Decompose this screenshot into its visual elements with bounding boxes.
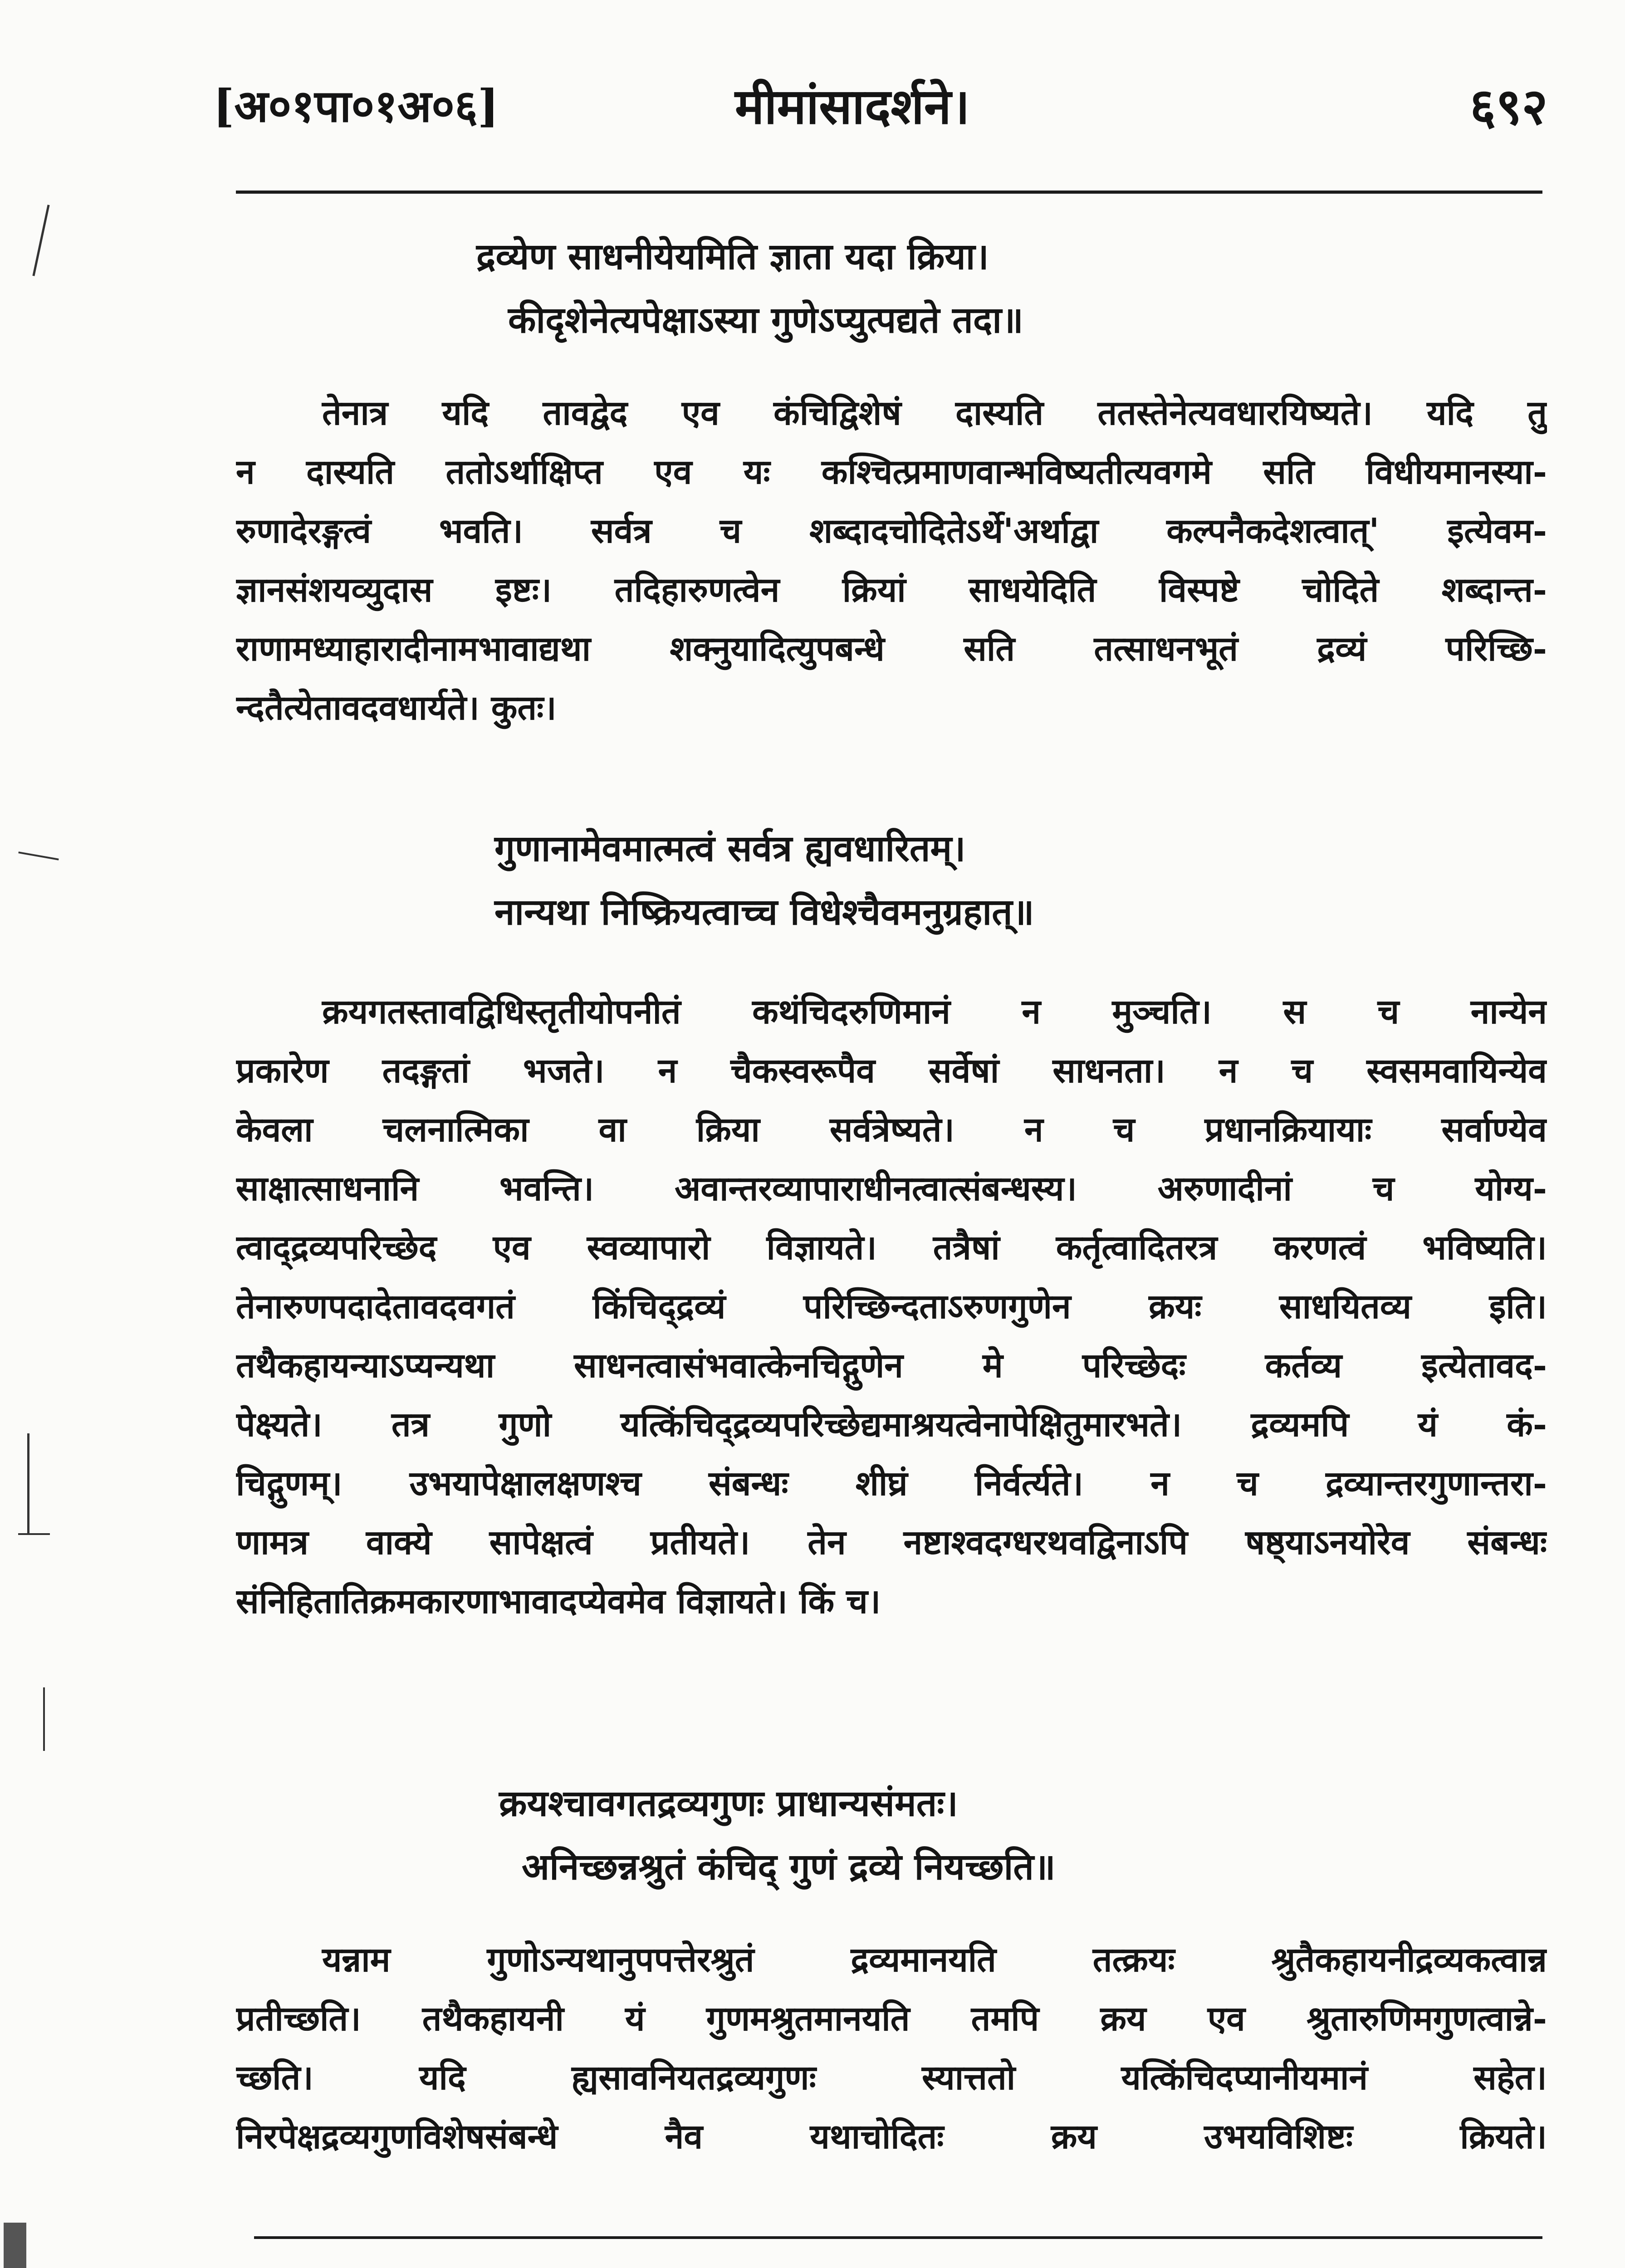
scan-mark — [43, 1687, 45, 1751]
text-line: क्रयगतस्तावद्विधिस्तृतीयोपनीतं कथंचिदरुणिमानं न मुञ्चति। स च नान्येन — [322, 992, 1547, 1031]
verse-line: नान्यथा निष्क्रियत्वाच्च विधेश्चैवमनुग्रहात्॥ — [494, 890, 1034, 933]
scan-mark — [4, 2223, 26, 2268]
text-line: चिद्गुणम्। उभयापेक्षालक्षणश्च संबन्धः शीघ्रं निर्वर्त्यते। न च द्रव्यान्तरगुणान्तरा- — [236, 1463, 1547, 1503]
text-line: न्दतैत्येतावदवधार्यते। कुतः। — [236, 688, 557, 728]
text-line: तेनारुणपदादेतावदवगतं किंचिद्द्रव्यं परिच्छिन्दताऽरुणगुणेन क्रयः साधयितव्य इति। — [236, 1286, 1547, 1326]
page-number: ६९२ — [1470, 77, 1548, 136]
text-line: संनिहितातिक्रमकारणाभावादप्येवमेव विज्ञायते। किं च। — [236, 1581, 881, 1621]
verse-line: क्रयश्चावगतद्रव्यगुणः प्राधान्यसंमतः। — [499, 1782, 958, 1824]
text-line: साक्षात्साधनानि भवन्ति। अवान्तरव्यापाराधीनत्वात्संबन्धस्य। अरुणादीनां च योग्य- — [236, 1168, 1547, 1208]
text-line: पेक्ष्यते। तत्र गुणो यत्किंचिद्द्रव्यपरिच्छेद्यमाश्रयत्वेनापेक्षितुमारभते। द्रव्यमपि यं कं- — [236, 1404, 1547, 1444]
footnote-rule — [254, 2236, 1542, 2239]
text-line: प्रतीच्छति। तथैकहायनी यं गुणमश्रुतमानयति तमपि क्रय एव श्रुतारुणिमगुणत्वान्ने- — [236, 1999, 1547, 2038]
text-line: राणामध्याहारादीनामभावाद्यथा शक्नुयादित्युपबन्धे सति तत्साधनभूतं द्रव्यं परिच्छि- — [236, 629, 1547, 669]
paragraph-1 — [236, 383, 1547, 737]
verse-line: द्रव्येण साधनीयेयमिति ज्ञाता यदा क्रिया। — [476, 235, 989, 278]
text-line: त्वाद्द्रव्यपरिच्छेद एव स्वव्यापारो विज्ञायते। तत्रैषां कर्तृत्वादितरत्र करणत्वं भविष्यति। — [236, 1227, 1547, 1267]
scan-mark — [18, 851, 59, 860]
footnote-line — [254, 2263, 1542, 2268]
section-reference: [अ०१पा०१अ०६] — [213, 80, 499, 132]
scan-mark — [18, 1533, 50, 1535]
text-line: प्रकारेण तदङ्गतां भजते। न चैकस्वरूपैव सर्वेषां साधनता। न च स्वसमवायिन्येव — [236, 1051, 1547, 1090]
text-line: णामत्र वाक्ये सापेक्षत्वं प्रतीयते। तेन नष्टाश्वदग्धरथवद्विनाऽपि षष्ठ्याऽनयोरेव संबन्धः — [236, 1522, 1547, 1562]
text-line: तेनात्र यदि तावद्वेद एव कंचिद्विशेषं दास्यति ततस्तेनेत्यवधारयिष्यते। यदि तु — [322, 393, 1547, 433]
paragraph-3 — [236, 1930, 1547, 2166]
verse-line: गुणानामेवमात्मत्वं सर्वत्र ह्यवधारितम्। — [494, 827, 966, 870]
paragraph-2 — [236, 982, 1547, 1631]
text-line: केवला चलनात्मिका वा क्रिया सर्वत्रेष्यते। न च प्रधानक्रियायाः सर्वाण्येव — [236, 1110, 1547, 1149]
scan-mark — [32, 205, 49, 276]
header-rule — [236, 191, 1542, 194]
verse-line: अनिच्छन्नश्रुतं कंचिद् गुणं द्रव्ये नियच्छति॥ — [522, 1845, 1056, 1888]
scan-mark — [27, 1433, 29, 1533]
text-line: च्छति। यदि ह्यसावनियतद्रव्यगुणः स्यात्ततो यत्किंचिदप्यानीयमानं सहेत। — [236, 2058, 1547, 2097]
text-line: यन्नाम गुणोऽन्यथानुपपत्तेरश्रुतं द्रव्यमानयति तत्क्रयः श्रुतैकहायनीद्रव्यकत्वान्न — [322, 1940, 1547, 1980]
text-line: रुणादेरङ्गत्वं भवति। सर्वत्र च शब्दादचोदितेऽर्थे'अर्थाद्वा कल्पनैकदेशत्वात्' इत्येवम- — [236, 511, 1547, 551]
text-line: निरपेक्षद्रव्यगुणविशेषसंबन्धे नैव यथाचोदितः क्रय उभयविशिष्टः क्रियते। — [236, 2116, 1547, 2156]
text-line: ज्ञानसंशयव्युदास इष्टः। तदिहारुणत्वेन क्रियां साधयेदिति विस्पष्टे चोदिते शब्दान्त- — [236, 570, 1547, 610]
footnote — [254, 2263, 1542, 2268]
text-line: न दास्यति ततोऽर्थाक्षिप्त एव यः कश्चित्प्रमाणवान्भविष्यतीत्यवगमे सति विधीयमानस्या- — [236, 452, 1547, 492]
running-title: मीमांसादर्शने। — [735, 78, 970, 135]
verse-line: कीदृशेनेत्यपेक्षाऽस्या गुणेऽप्युत्पद्यते तदा॥ — [508, 298, 1023, 341]
text-line: तथैकहायन्याऽप्यन्यथा साधनत्वासंभवात्केनचिद्गुणेन मे परिच्छेदः कर्तव्य इत्येतावद- — [236, 1345, 1547, 1385]
